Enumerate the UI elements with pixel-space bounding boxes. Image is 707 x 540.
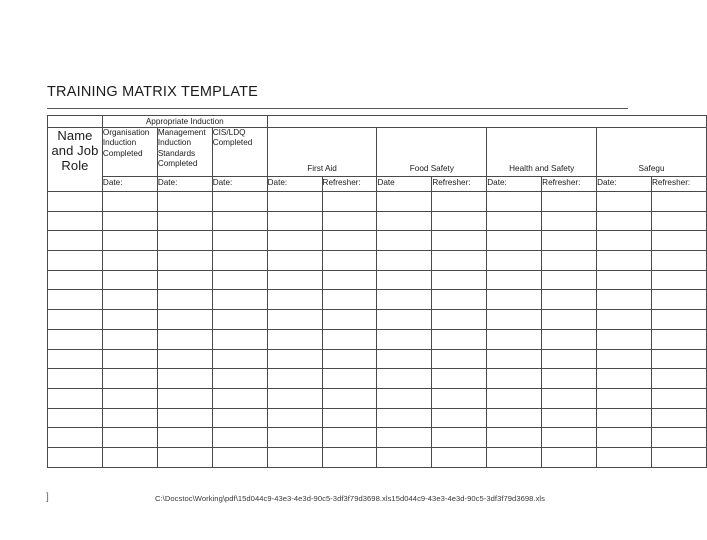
cell-entry[interactable] bbox=[102, 310, 157, 330]
cell-name-and-job-role[interactable] bbox=[48, 408, 103, 428]
training-matrix-table bbox=[47, 115, 707, 468]
table-row[interactable] bbox=[48, 388, 707, 408]
cell-entry[interactable] bbox=[267, 192, 322, 212]
cell-entry[interactable] bbox=[487, 290, 542, 310]
cell-entry[interactable] bbox=[432, 290, 487, 310]
table-row[interactable] bbox=[48, 428, 707, 448]
cell-entry[interactable] bbox=[432, 369, 487, 389]
cell-entry[interactable] bbox=[212, 447, 267, 467]
cell-entry[interactable] bbox=[102, 447, 157, 467]
cell-entry[interactable] bbox=[651, 290, 706, 310]
cell-entry[interactable] bbox=[542, 270, 597, 290]
cell-entry[interactable] bbox=[377, 369, 432, 389]
cell-entry[interactable] bbox=[542, 231, 597, 251]
cell-entry[interactable] bbox=[267, 369, 322, 389]
table-row[interactable] bbox=[48, 192, 707, 212]
cell-entry[interactable] bbox=[432, 408, 487, 428]
cell-entry[interactable] bbox=[157, 349, 212, 369]
date-label-cis-ldq: Date: bbox=[212, 177, 267, 192]
cell-entry[interactable] bbox=[597, 270, 652, 290]
cell-entry[interactable] bbox=[542, 251, 597, 271]
cell-entry[interactable] bbox=[267, 290, 322, 310]
cell-entry[interactable] bbox=[542, 192, 597, 212]
cell-entry[interactable] bbox=[651, 231, 706, 251]
cell-entry[interactable] bbox=[157, 270, 212, 290]
cell-entry[interactable] bbox=[102, 388, 157, 408]
cell-entry[interactable] bbox=[542, 447, 597, 467]
cell-entry[interactable] bbox=[487, 369, 542, 389]
cell-entry[interactable] bbox=[432, 447, 487, 467]
table-body bbox=[48, 192, 707, 468]
cell-entry[interactable] bbox=[377, 192, 432, 212]
table-row[interactable] bbox=[48, 408, 707, 428]
table-datefield-header-row bbox=[48, 177, 707, 192]
cell-entry[interactable] bbox=[212, 251, 267, 271]
cell-entry[interactable] bbox=[597, 310, 652, 330]
cell-entry[interactable] bbox=[487, 329, 542, 349]
table-row[interactable] bbox=[48, 329, 707, 349]
table-row[interactable] bbox=[48, 270, 707, 290]
cell-entry[interactable] bbox=[377, 447, 432, 467]
cell-entry[interactable] bbox=[157, 192, 212, 212]
cell-name-and-job-role[interactable] bbox=[48, 231, 103, 251]
cell-entry[interactable] bbox=[377, 251, 432, 271]
cell-name-and-job-role[interactable] bbox=[48, 428, 103, 448]
cell-entry[interactable] bbox=[487, 388, 542, 408]
cell-entry[interactable] bbox=[157, 310, 212, 330]
cell-name-and-job-role[interactable] bbox=[48, 270, 103, 290]
cell-entry[interactable] bbox=[157, 369, 212, 389]
cell-entry[interactable] bbox=[487, 428, 542, 448]
cell-entry[interactable] bbox=[432, 251, 487, 271]
cell-entry[interactable] bbox=[322, 388, 377, 408]
cell-entry[interactable] bbox=[487, 349, 542, 369]
column-header-safeguarding: Safegu bbox=[597, 128, 707, 177]
cell-entry[interactable] bbox=[102, 251, 157, 271]
cell-entry[interactable] bbox=[597, 290, 652, 310]
cell-entry[interactable] bbox=[377, 231, 432, 251]
cell-entry[interactable] bbox=[267, 211, 322, 231]
cell-entry[interactable] bbox=[102, 329, 157, 349]
cell-entry[interactable] bbox=[322, 310, 377, 330]
cell-entry[interactable] bbox=[267, 349, 322, 369]
table-head bbox=[48, 116, 707, 192]
cell-name-and-job-role[interactable] bbox=[48, 290, 103, 310]
column-header-first-aid: First Aid bbox=[267, 128, 377, 177]
cell-entry[interactable] bbox=[212, 369, 267, 389]
cell-entry[interactable] bbox=[377, 270, 432, 290]
cell-entry[interactable] bbox=[487, 231, 542, 251]
cell-entry[interactable] bbox=[432, 231, 487, 251]
column-header-cis-ldq: CIS/LDQ Completed bbox=[212, 128, 267, 177]
cell-name-and-job-role[interactable] bbox=[48, 192, 103, 212]
group-header-name-spacer bbox=[48, 116, 103, 128]
cell-entry[interactable] bbox=[432, 192, 487, 212]
cell-entry[interactable] bbox=[651, 251, 706, 271]
cell-entry[interactable] bbox=[322, 408, 377, 428]
cell-entry[interactable] bbox=[432, 211, 487, 231]
cell-entry[interactable] bbox=[597, 408, 652, 428]
cell-entry[interactable] bbox=[542, 349, 597, 369]
column-header-health-and-safety: Health and Safety bbox=[487, 128, 597, 177]
cell-entry[interactable] bbox=[597, 388, 652, 408]
training-matrix-table-viewport bbox=[47, 115, 691, 451]
cell-entry[interactable] bbox=[597, 192, 652, 212]
cell-entry[interactable] bbox=[157, 329, 212, 349]
cell-entry[interactable] bbox=[267, 231, 322, 251]
cell-entry[interactable] bbox=[157, 447, 212, 467]
refresher-label-food-safety: Refresher: bbox=[432, 177, 487, 192]
cell-entry[interactable] bbox=[651, 408, 706, 428]
cell-entry[interactable] bbox=[212, 408, 267, 428]
cell-entry[interactable] bbox=[377, 329, 432, 349]
cell-entry[interactable] bbox=[102, 231, 157, 251]
cell-entry[interactable] bbox=[322, 428, 377, 448]
cell-entry[interactable] bbox=[322, 329, 377, 349]
cell-entry[interactable] bbox=[157, 251, 212, 271]
table-row[interactable] bbox=[48, 369, 707, 389]
cell-entry[interactable] bbox=[102, 408, 157, 428]
cell-entry[interactable] bbox=[651, 211, 706, 231]
table-row[interactable] bbox=[48, 290, 707, 310]
date-label-food-safety: Date bbox=[377, 177, 432, 192]
cell-entry[interactable] bbox=[651, 310, 706, 330]
cell-entry[interactable] bbox=[651, 388, 706, 408]
refresher-label-safeguarding: Refresher: bbox=[651, 177, 706, 192]
group-header-appropriate-induction: Appropriate Induction bbox=[102, 116, 267, 128]
table-group-header-row bbox=[48, 116, 707, 128]
cell-entry[interactable] bbox=[157, 428, 212, 448]
cell-entry[interactable] bbox=[102, 428, 157, 448]
cell-entry[interactable] bbox=[487, 447, 542, 467]
cell-entry[interactable] bbox=[651, 329, 706, 349]
cell-entry[interactable] bbox=[102, 192, 157, 212]
cell-entry[interactable] bbox=[597, 428, 652, 448]
cell-entry[interactable] bbox=[322, 369, 377, 389]
cell-entry[interactable] bbox=[212, 192, 267, 212]
cell-entry[interactable] bbox=[322, 270, 377, 290]
cell-entry[interactable] bbox=[542, 388, 597, 408]
cell-entry[interactable] bbox=[102, 349, 157, 369]
date-label-organisation-induction: Date: bbox=[102, 177, 157, 192]
cell-entry[interactable] bbox=[267, 329, 322, 349]
cell-entry[interactable] bbox=[212, 290, 267, 310]
cell-name-and-job-role[interactable] bbox=[48, 388, 103, 408]
cell-entry[interactable] bbox=[487, 408, 542, 428]
table-row[interactable] bbox=[48, 349, 707, 369]
cell-entry[interactable] bbox=[102, 270, 157, 290]
cell-entry[interactable] bbox=[212, 428, 267, 448]
cell-entry[interactable] bbox=[157, 408, 212, 428]
cell-entry[interactable] bbox=[212, 310, 267, 330]
cell-entry[interactable] bbox=[487, 211, 542, 231]
cell-entry[interactable] bbox=[487, 192, 542, 212]
refresher-label-first-aid: Refresher: bbox=[322, 177, 377, 192]
column-header-organisation-induction: Organisation Induction Completed bbox=[102, 128, 157, 177]
cell-entry[interactable] bbox=[157, 388, 212, 408]
table-subheader-row bbox=[48, 128, 707, 177]
table-row[interactable] bbox=[48, 310, 707, 330]
cell-entry[interactable] bbox=[212, 388, 267, 408]
cell-entry[interactable] bbox=[487, 310, 542, 330]
cell-entry[interactable] bbox=[487, 251, 542, 271]
cell-entry[interactable] bbox=[212, 211, 267, 231]
cell-entry[interactable] bbox=[322, 211, 377, 231]
cell-entry[interactable] bbox=[432, 388, 487, 408]
table-row[interactable] bbox=[48, 251, 707, 271]
cell-entry[interactable] bbox=[102, 211, 157, 231]
cell-entry[interactable] bbox=[651, 428, 706, 448]
cell-entry[interactable] bbox=[597, 251, 652, 271]
cell-entry[interactable] bbox=[432, 329, 487, 349]
cell-entry[interactable] bbox=[322, 447, 377, 467]
cell-entry[interactable] bbox=[212, 329, 267, 349]
cell-entry[interactable] bbox=[432, 270, 487, 290]
cell-entry[interactable] bbox=[651, 369, 706, 389]
cell-entry[interactable] bbox=[377, 310, 432, 330]
cell-entry[interactable] bbox=[597, 211, 652, 231]
cell-entry[interactable] bbox=[542, 408, 597, 428]
cell-entry[interactable] bbox=[377, 290, 432, 310]
cell-entry[interactable] bbox=[322, 192, 377, 212]
cell-entry[interactable] bbox=[102, 290, 157, 310]
cell-name-and-job-role[interactable] bbox=[48, 329, 103, 349]
cell-entry[interactable] bbox=[542, 369, 597, 389]
date-label-safeguarding: Date: bbox=[597, 177, 652, 192]
cell-entry[interactable] bbox=[597, 329, 652, 349]
cell-entry[interactable] bbox=[432, 349, 487, 369]
cell-entry[interactable] bbox=[377, 349, 432, 369]
cell-entry[interactable] bbox=[542, 290, 597, 310]
cell-entry[interactable] bbox=[212, 349, 267, 369]
cell-entry[interactable] bbox=[542, 211, 597, 231]
cell-entry[interactable] bbox=[267, 428, 322, 448]
cell-entry[interactable] bbox=[432, 428, 487, 448]
cell-entry[interactable] bbox=[487, 270, 542, 290]
refresher-label-health-and-safety: Refresher: bbox=[542, 177, 597, 192]
cell-entry[interactable] bbox=[377, 428, 432, 448]
cell-entry[interactable] bbox=[542, 310, 597, 330]
footer-bracket-mark: ] bbox=[46, 492, 49, 503]
cell-entry[interactable] bbox=[322, 349, 377, 369]
cell-entry[interactable] bbox=[212, 231, 267, 251]
column-header-management-induction-standards: Management Induction Standards Completed bbox=[157, 128, 212, 177]
cell-entry[interactable] bbox=[102, 369, 157, 389]
cell-entry[interactable] bbox=[322, 231, 377, 251]
date-label-health-and-safety: Date: bbox=[487, 177, 542, 192]
cell-name-and-job-role[interactable] bbox=[48, 310, 103, 330]
cell-entry[interactable] bbox=[651, 270, 706, 290]
cell-entry[interactable] bbox=[597, 447, 652, 467]
cell-entry[interactable] bbox=[267, 388, 322, 408]
cell-entry[interactable] bbox=[157, 211, 212, 231]
footer-file-path: C:\Docstoc\Working\pdf\15d044c9-43e3-4e3d-90c5-3df3f79d3698.xls15d044c9-43e3-4e3d-90c5-3df3f79d3698.xls bbox=[154, 494, 546, 503]
cell-entry[interactable] bbox=[157, 231, 212, 251]
cell-name-and-job-role[interactable] bbox=[48, 251, 103, 271]
cell-entry[interactable] bbox=[322, 251, 377, 271]
cell-entry[interactable] bbox=[377, 388, 432, 408]
cell-entry[interactable] bbox=[267, 251, 322, 271]
cell-name-and-job-role[interactable] bbox=[48, 211, 103, 231]
cell-entry[interactable] bbox=[597, 231, 652, 251]
cell-name-and-job-role[interactable] bbox=[48, 349, 103, 369]
cell-entry[interactable] bbox=[377, 211, 432, 231]
cell-entry[interactable] bbox=[651, 192, 706, 212]
column-header-name-and-job-role: Name and Job Role bbox=[48, 128, 103, 192]
cell-entry[interactable] bbox=[267, 408, 322, 428]
cell-entry[interactable] bbox=[267, 270, 322, 290]
group-header-right-spacer bbox=[267, 116, 706, 128]
cell-entry[interactable] bbox=[377, 408, 432, 428]
cell-name-and-job-role[interactable] bbox=[48, 369, 103, 389]
cell-entry[interactable] bbox=[651, 447, 706, 467]
column-header-food-safety: Food Safety bbox=[377, 128, 487, 177]
cell-entry[interactable] bbox=[432, 310, 487, 330]
cell-entry[interactable] bbox=[542, 329, 597, 349]
date-label-first-aid: Date: bbox=[267, 177, 322, 192]
cell-entry[interactable] bbox=[157, 290, 212, 310]
cell-entry[interactable] bbox=[651, 349, 706, 369]
cell-entry[interactable] bbox=[212, 270, 267, 290]
cell-entry[interactable] bbox=[542, 428, 597, 448]
cell-entry[interactable] bbox=[597, 349, 652, 369]
cell-entry[interactable] bbox=[267, 310, 322, 330]
table-row[interactable] bbox=[48, 211, 707, 231]
top-rule-upper bbox=[47, 108, 628, 109]
table-row[interactable] bbox=[48, 231, 707, 251]
cell-entry[interactable] bbox=[597, 369, 652, 389]
page-title: TRAINING MATRIX TEMPLATE bbox=[47, 84, 259, 100]
cell-entry[interactable] bbox=[267, 447, 322, 467]
date-label-management-induction: Date: bbox=[157, 177, 212, 192]
table-row[interactable] bbox=[48, 447, 707, 467]
cell-name-and-job-role[interactable] bbox=[48, 447, 103, 467]
cell-entry[interactable] bbox=[322, 290, 377, 310]
